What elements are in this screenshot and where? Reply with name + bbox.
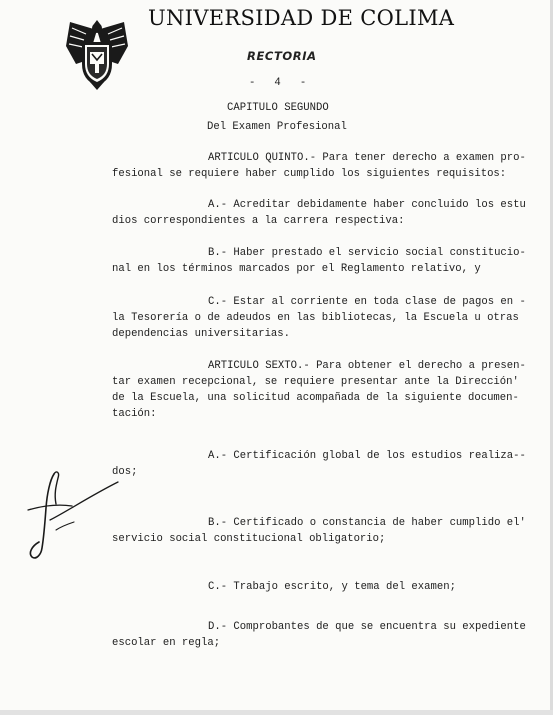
body-line: la Tesorería o de adeudos en las bibliotecas, la Escuela u otras: [112, 312, 519, 324]
body-line: A.- Acreditar debidamente haber concluido los estu: [208, 199, 526, 211]
body-line: tación:: [112, 408, 157, 420]
handwritten-signature: [14, 460, 124, 570]
body-line: dos;: [112, 466, 138, 478]
body-line: fesional se requiere haber cumplido los siguientes requisitos:: [112, 168, 507, 180]
body-line: dios correspondientes a la carrera respectiva:: [112, 215, 405, 227]
university-seal: [66, 20, 128, 90]
body-line: A.- Certificación global de los estudios realiza--: [208, 450, 526, 462]
body-line: D.- Comprobantes de que se encuentra su expediente: [208, 621, 526, 633]
body-line: B.- Certificado o constancia de haber cumplido el': [208, 517, 526, 529]
university-name: UNIVERSIDAD DE COLIMA: [148, 6, 455, 30]
body-line: C.- Trabajo escrito, y tema del examen;: [208, 581, 456, 593]
body-line: dependencias universitarias.: [112, 328, 291, 340]
department-name: RECTORIA: [247, 49, 317, 63]
body-line: tar examen recepcional, se requiere presentar ante la Dirección': [112, 376, 519, 388]
scan-edge-bottom: [0, 710, 553, 715]
body-line: ARTICULO QUINTO.- Para tener derecho a examen pro-: [208, 152, 526, 164]
body-line: ARTICULO SEXTO.- Para obtener el derecho a presen-: [208, 360, 526, 372]
body-line: C.- Estar al corriente en toda clase de pagos en -: [208, 296, 526, 308]
body-line: nal en los términos marcados por el Reglamento relativo, y: [112, 263, 481, 275]
chapter-subtitle: Del Examen Profesional: [207, 121, 347, 133]
body-line: servicio social constitucional obligatorio;: [112, 533, 386, 545]
page-number: - 4 -: [249, 77, 307, 89]
body-line: escolar en regla;: [112, 637, 221, 649]
body-line: de la Escuela, una solicitud acompañada de la siguiente documen-: [112, 392, 519, 404]
body-line: B.- Haber prestado el servicio social constitucio-: [208, 247, 526, 259]
chapter-title: CAPITULO SEGUNDO: [227, 102, 329, 114]
